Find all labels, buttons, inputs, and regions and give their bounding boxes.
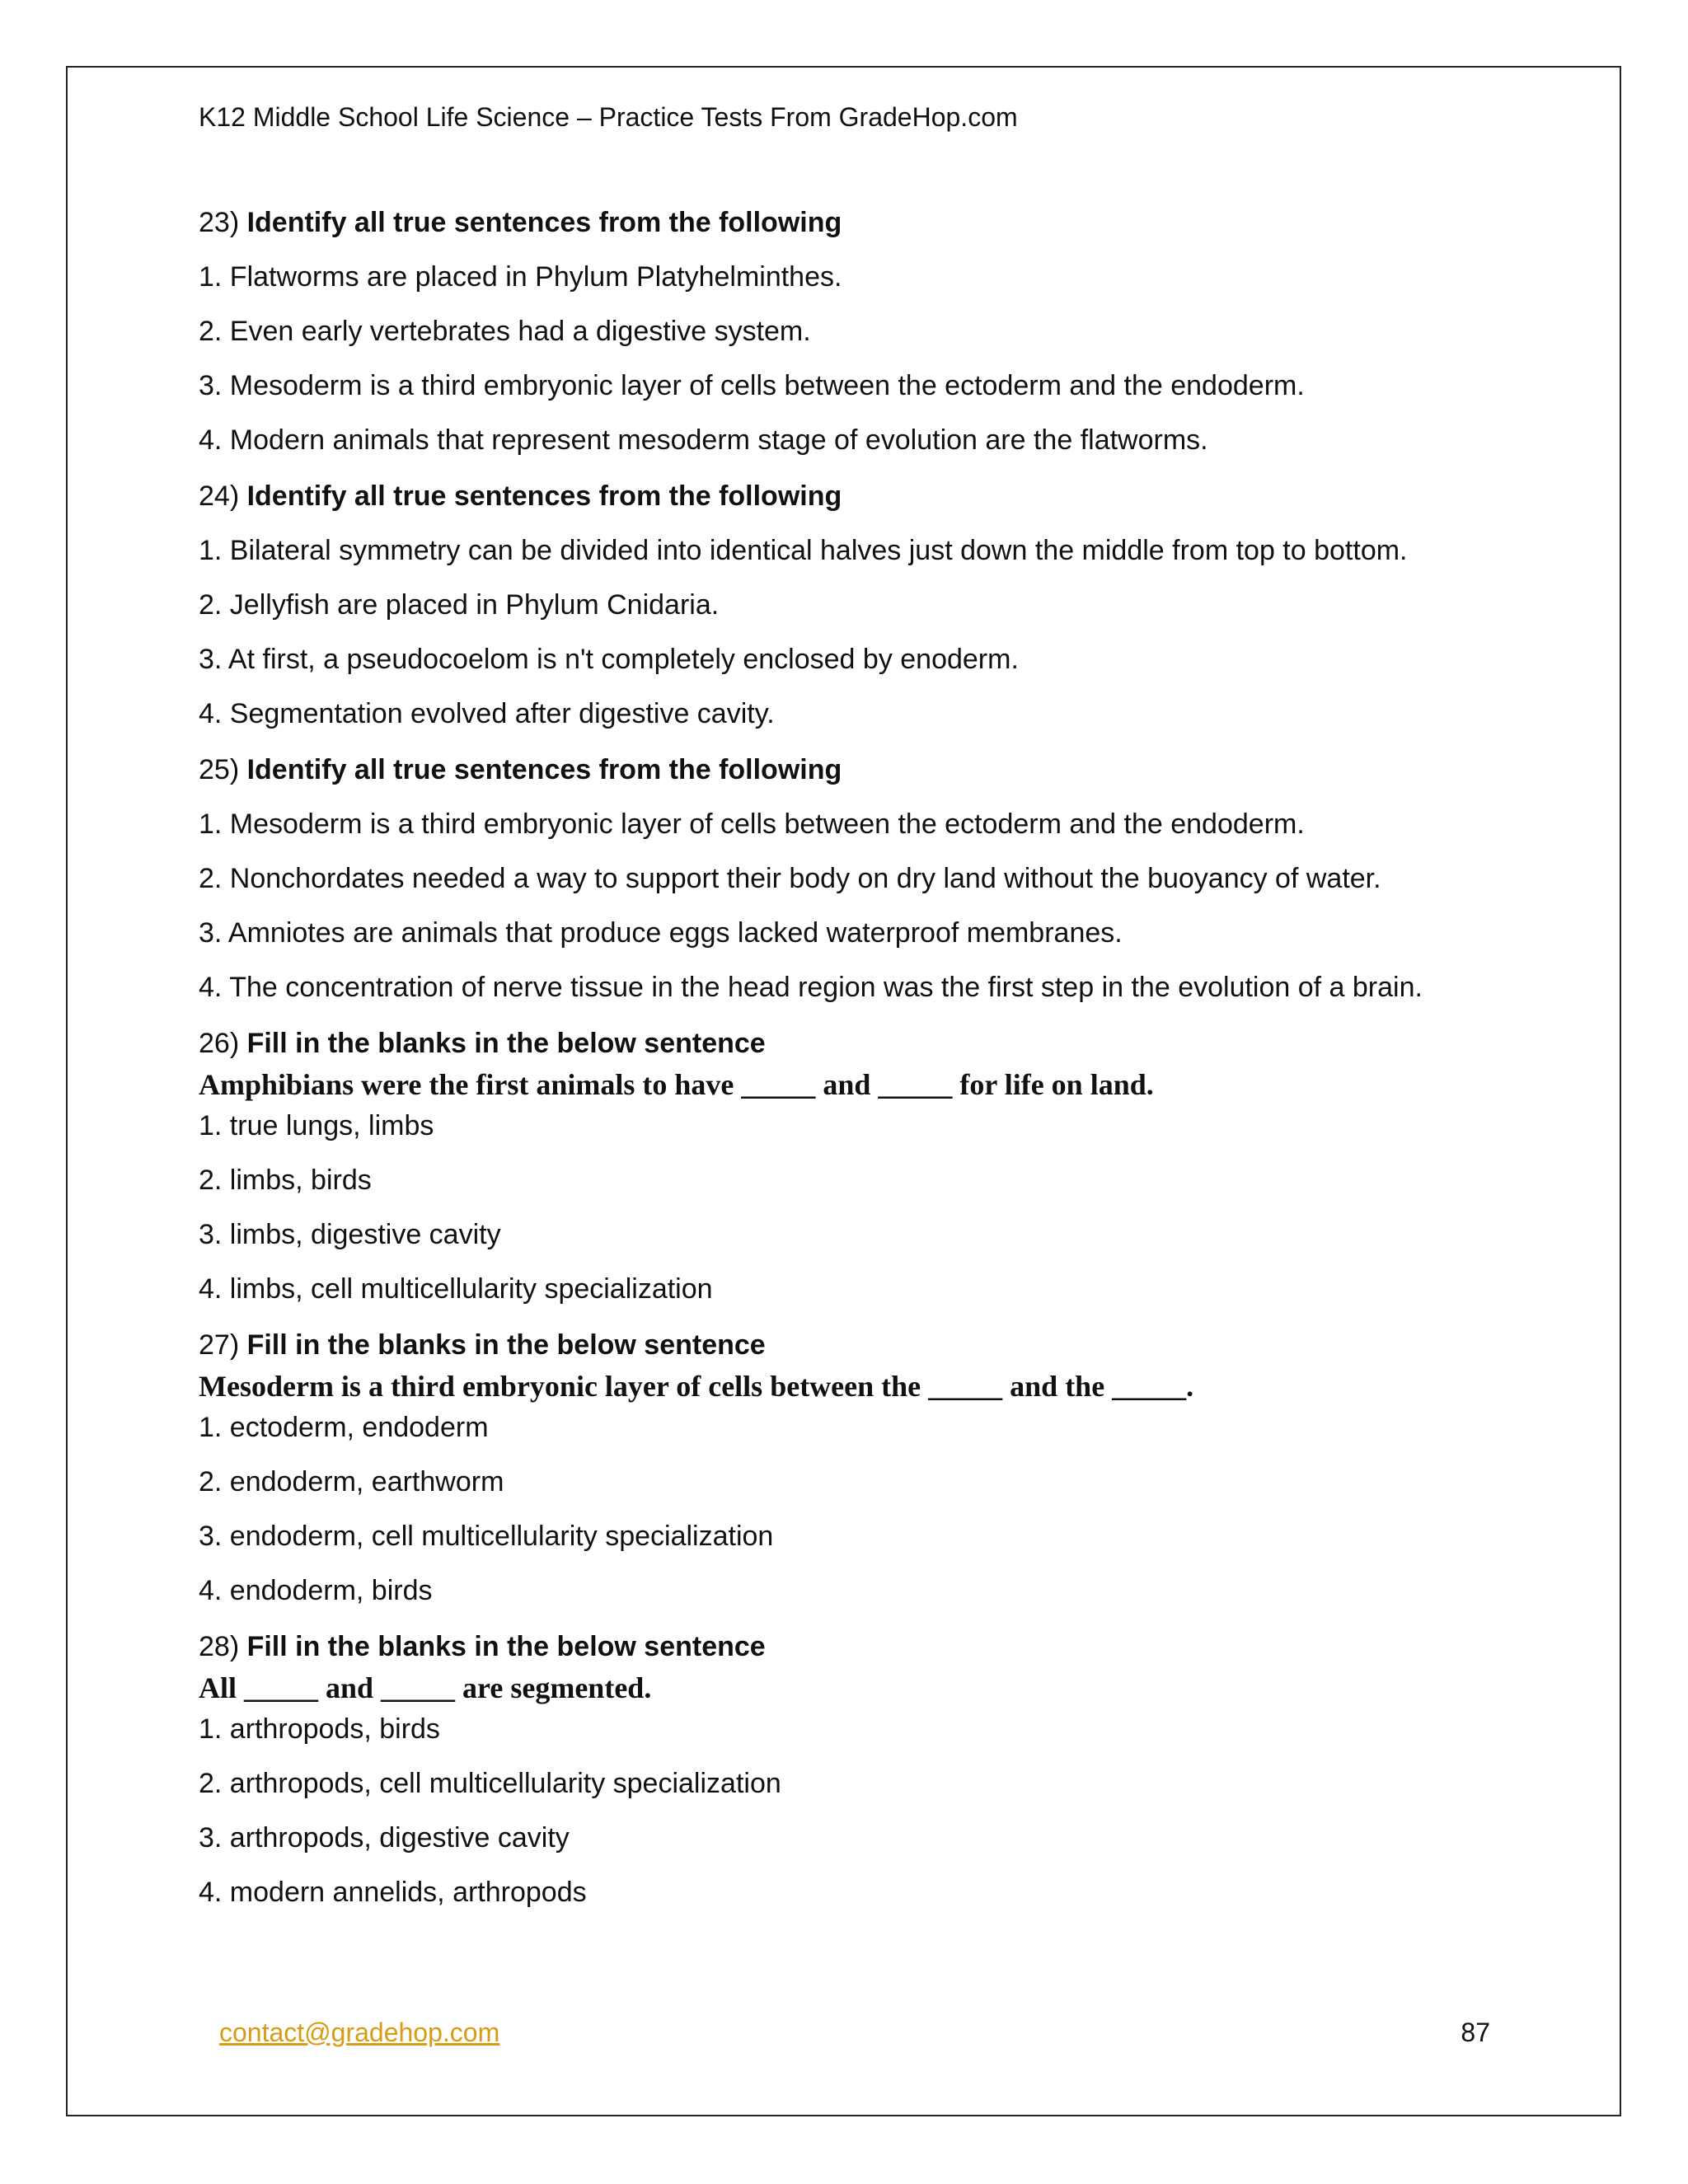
answer-option: 1. true lungs, limbs xyxy=(199,1110,434,1141)
question-heading xyxy=(199,1325,1484,1365)
question-prompt: Fill in the blanks in the below sentence xyxy=(246,1631,766,1662)
answer-option: 4. Modern animals that represent mesoderm stage of evolution are the flatworms. xyxy=(199,424,1208,456)
question-number: 23) xyxy=(199,207,240,238)
answer-option: 1. ectoderm, endoderm xyxy=(199,1412,489,1443)
answer-option: 2. arthropods, cell multicellularity specialization xyxy=(199,1768,781,1799)
question-23 xyxy=(199,203,1484,460)
answer-option: 3. arthropods, digestive cavity xyxy=(199,1822,570,1854)
question-prompt: Fill in the blanks in the below sentence xyxy=(246,1329,766,1361)
page-header: K12 Middle School Life Science – Practice Tests From GradeHop.com xyxy=(199,102,1018,132)
answer-option: 3. endoderm, cell multicellularity specialization xyxy=(199,1521,774,1552)
fill-in-sentence: Amphibians were the first animals to have _____ and _____ for life on land. xyxy=(199,1068,1154,1101)
answer-option: 3. At first, a pseudocoelom is n't completely enclosed by enoderm. xyxy=(199,644,1019,675)
question-28 xyxy=(199,1627,1484,1912)
question-number: 27) xyxy=(199,1329,240,1361)
contact-email-link[interactable]: contact@gradehop.com xyxy=(219,2018,500,2047)
answer-option: 3. limbs, digestive cavity xyxy=(199,1219,501,1250)
answer-option: 3. Mesoderm is a third embryonic layer of cells between the ectoderm and the endoderm. xyxy=(199,370,1305,401)
question-25 xyxy=(199,750,1484,1007)
question-27 xyxy=(199,1325,1484,1610)
answer-option: 1. Mesoderm is a third embryonic layer of cells between the ectoderm and the endoderm. xyxy=(199,808,1305,840)
answer-option: 2. Jellyfish are placed in Phylum Cnidaria. xyxy=(199,589,720,621)
question-number: 25) xyxy=(199,754,240,785)
answer-option: 2. Nonchordates needed a way to support their body on dry land without the buoyancy of water. xyxy=(199,863,1381,894)
question-24 xyxy=(199,476,1484,733)
answer-option: 2. Even early vertebrates had a digestive system. xyxy=(199,316,811,347)
answer-option: 4. Segmentation evolved after digestive cavity. xyxy=(199,698,775,729)
question-prompt: Identify all true sentences from the following xyxy=(246,754,842,785)
fill-in-sentence: Mesoderm is a third embryonic layer of cells between the _____ and the _____. xyxy=(199,1370,1194,1403)
answer-option: 3. Amniotes are animals that produce eggs lacked waterproof membranes. xyxy=(199,917,1123,949)
question-heading xyxy=(199,476,1484,516)
question-prompt: Identify all true sentences from the following xyxy=(246,480,842,512)
question-number: 24) xyxy=(199,480,240,512)
question-heading xyxy=(199,203,1484,242)
question-heading xyxy=(199,1024,1484,1063)
answer-option: 4. limbs, cell multicellularity specialization xyxy=(199,1273,713,1305)
answer-option: 4. modern annelids, arthropods xyxy=(199,1877,587,1908)
answer-option: 1. arthropods, birds xyxy=(199,1713,440,1745)
question-prompt: Fill in the blanks in the below sentence xyxy=(246,1028,766,1059)
fill-in-sentence: All _____ and _____ are segmented. xyxy=(199,1671,652,1704)
answer-option: 2. limbs, birds xyxy=(199,1165,372,1196)
page-number: 87 xyxy=(1461,2018,1490,2047)
answer-option: 1. Flatworms are placed in Phylum Platyhelminthes. xyxy=(199,261,842,293)
question-number: 28) xyxy=(199,1631,240,1662)
question-prompt: Identify all true sentences from the following xyxy=(246,207,842,238)
questions-list xyxy=(199,203,1484,1912)
question-26 xyxy=(199,1024,1484,1309)
answer-option: 2. endoderm, earthworm xyxy=(199,1466,504,1497)
answer-option: 4. endoderm, birds xyxy=(199,1575,433,1606)
answer-option: 1. Bilateral symmetry can be divided into identical halves just down the middle from top to bottom. xyxy=(199,535,1408,566)
answer-option: 4. The concentration of nerve tissue in the head region was the first step in the evolution of a brain. xyxy=(199,972,1423,1003)
question-heading xyxy=(199,1627,1484,1666)
question-number: 26) xyxy=(199,1028,240,1059)
question-heading xyxy=(199,750,1484,790)
